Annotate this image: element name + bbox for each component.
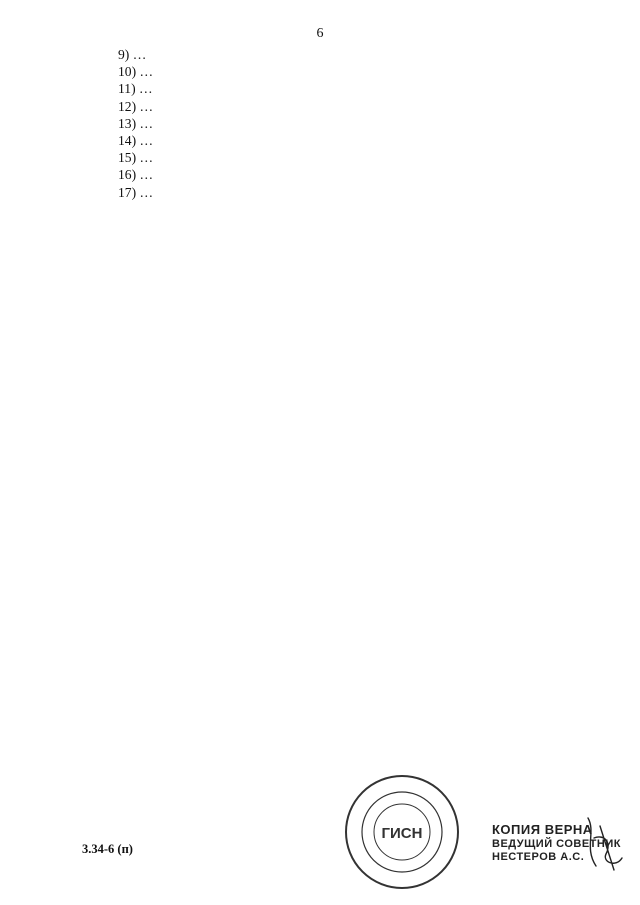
handwritten-signature [578, 808, 628, 878]
official-seal [342, 772, 462, 892]
paragraph-item-17: 17) … [118, 184, 154, 200]
certified-copy-position: ВЕДУЩИЙ СОВЕТНИК [492, 838, 621, 850]
seal-center-text: ГИСН [381, 825, 423, 842]
paragraph-item-11: 11) … [118, 81, 153, 97]
paragraph-item-14: 14) … [118, 133, 154, 149]
paragraph-item-15: 15) … [118, 150, 154, 166]
page-number: 6 [316, 26, 324, 41]
paragraph-item-9: 9) … [118, 47, 147, 62]
paragraph-item-10: 10) … [118, 64, 154, 80]
certified-copy-title: КОПИЯ ВЕРНА [492, 822, 593, 837]
paragraph-item-13: 13) … [118, 115, 154, 131]
document-body [82, 46, 598, 201]
certified-copy-signer: НЕСТЕРОВ А.С. [492, 851, 585, 863]
paragraph-item-12: 12) … [118, 98, 154, 114]
document-footer-code: 3.34-6 (п) [82, 842, 133, 856]
paragraph-item-16: 16) … [118, 167, 154, 183]
